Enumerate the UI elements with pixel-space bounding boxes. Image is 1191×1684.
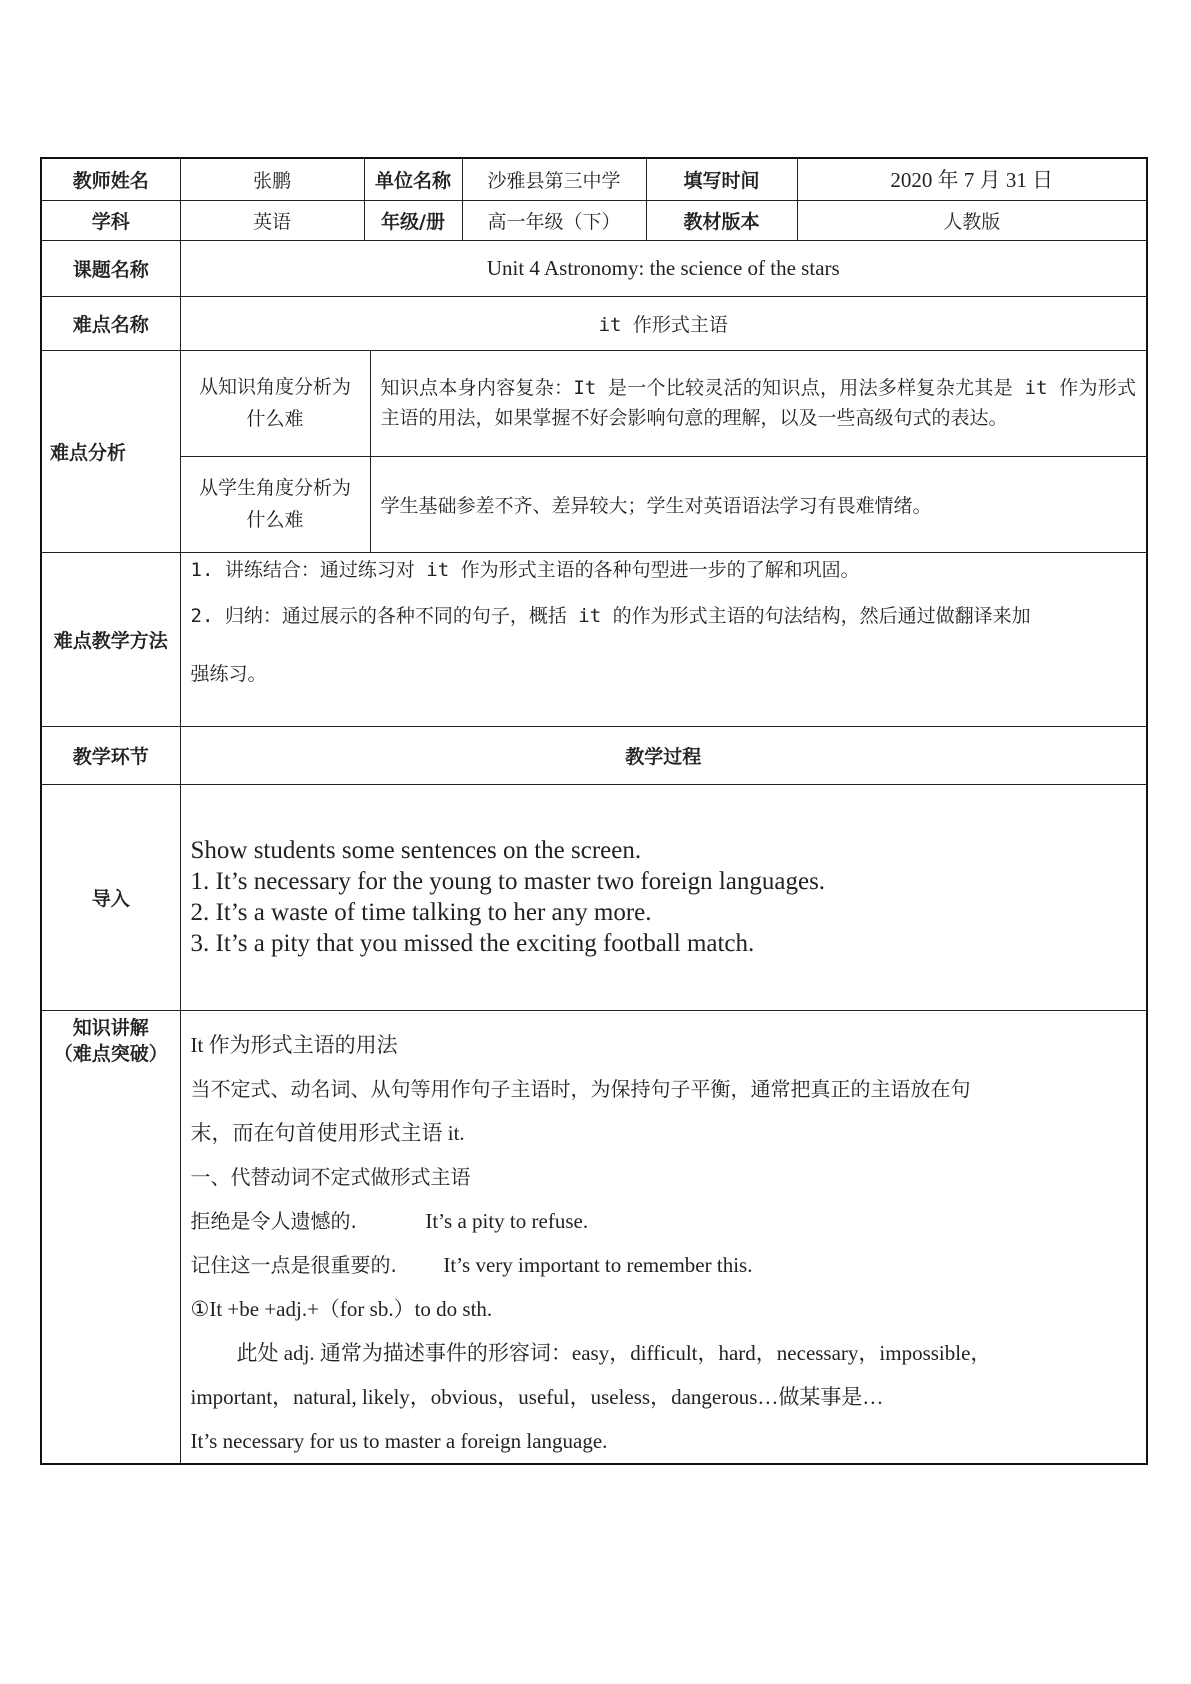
header-row-2 bbox=[41, 200, 1147, 240]
intro-label: 导入 bbox=[41, 784, 180, 1010]
fill-date-label: 填写时间 bbox=[646, 158, 797, 200]
textbook-label: 教材版本 bbox=[646, 200, 797, 240]
knowledge-label: 知识讲解 bbox=[72, 1016, 149, 1039]
method-content bbox=[180, 552, 1147, 726]
grade-value: 高一年级（下） bbox=[462, 200, 646, 240]
adjective-list-a: 此处 adj. 通常为描述事件的形容词：easy，difficult，hard，necessary，impossible， bbox=[236, 1340, 992, 1365]
difficulty-value: it 作形式主语 bbox=[180, 296, 1147, 350]
unit-name-value: 沙雅县第三中学 bbox=[462, 158, 646, 200]
grade-label: 年级/册 bbox=[364, 200, 462, 240]
method-row bbox=[41, 552, 1147, 726]
knowledge-angle-text: 知识点本身内容复杂：It 是一个比较灵活的知识点，用法多样复杂尤其是 it 作为形式主语的用法，如果掌握不好会影响句意的理解，以及一些高级句式的表达。 bbox=[370, 350, 1147, 456]
textbook-value: 人教版 bbox=[797, 200, 1147, 240]
subject-label: 学科 bbox=[41, 200, 180, 240]
topic-value: Unit 4 Astronomy: the science of the stars bbox=[180, 240, 1147, 296]
intro-line-1: 1. It’s necessary for the young to master two foreign languages. bbox=[190, 868, 826, 895]
knowledge-content bbox=[180, 1010, 1147, 1464]
stage-header: 教学环节 bbox=[41, 726, 180, 784]
pattern-1: ①It +be +adj.+（for sb.）to do sth. bbox=[190, 1296, 493, 1321]
example-2 bbox=[191, 1243, 1137, 1287]
difficulty-row bbox=[41, 296, 1147, 350]
example-2-chinese: 记住这一点是很重要的. bbox=[190, 1252, 397, 1277]
knowledge-sub-label: （难点突破） bbox=[53, 1042, 168, 1065]
knowledge-angle-label: 从知识角度分析为什么难 bbox=[180, 350, 370, 456]
teacher-name-value: 张鹏 bbox=[180, 158, 364, 200]
method-label: 难点教学方法 bbox=[41, 552, 180, 726]
fill-date-value: 2020 年 7 月 31 日 bbox=[797, 158, 1147, 200]
process-header: 教学过程 bbox=[180, 726, 1147, 784]
example-1 bbox=[191, 1199, 1137, 1243]
student-angle-label: 从学生角度分析为什么难 bbox=[180, 456, 370, 552]
knowledge-row bbox=[41, 1010, 1147, 1464]
knowledge-label-cell bbox=[41, 1010, 180, 1464]
student-angle-text: 学生基础参差不齐、差异较大；学生对英语语法学习有畏难情绪。 bbox=[370, 456, 1147, 552]
method-item-2-b: 强练习。 bbox=[190, 662, 267, 685]
topic-label: 课题名称 bbox=[41, 240, 180, 296]
header-row-1 bbox=[41, 158, 1147, 200]
difficulty-label: 难点名称 bbox=[41, 296, 180, 350]
knowledge-desc-a: 当不定式、动名词、从句等用作句子主语时，为保持句子平衡，通常把真正的主语放在句 bbox=[190, 1076, 971, 1101]
intro-line-0: Show students some sentences on the screen. bbox=[190, 837, 642, 864]
analysis-knowledge-row bbox=[41, 350, 1147, 456]
intro-content bbox=[180, 784, 1147, 1010]
unit-name-label: 单位名称 bbox=[364, 158, 462, 200]
topic-row bbox=[41, 240, 1147, 296]
knowledge-title: It 作为形式主语的用法 bbox=[190, 1032, 398, 1057]
intro-row bbox=[41, 784, 1147, 1010]
example-3: It’s necessary for us to master a foreign language. bbox=[190, 1428, 608, 1453]
analysis-student-row bbox=[41, 456, 1147, 552]
intro-line-3: 3. It’s a pity that you missed the exciting football match. bbox=[190, 930, 755, 957]
method-item-2-a: 2. 归纳：通过展示的各种不同的句子，概括 it 的作为形式主语的句法结构，然后通过做翻译来加 bbox=[190, 604, 1031, 627]
adjective-list-b: important，natural, likely，obvious，useful，useless，dangerous…做某事是… bbox=[190, 1384, 884, 1409]
teacher-name-label: 教师姓名 bbox=[41, 158, 180, 200]
section-1-heading: 一、代替动词不定式做形式主语 bbox=[190, 1164, 471, 1189]
lesson-plan-table bbox=[40, 157, 1148, 1465]
intro-line-2: 2. It’s a waste of time talking to her any more. bbox=[190, 899, 652, 926]
example-1-english: It’s a pity to refuse. bbox=[425, 1208, 589, 1233]
knowledge-desc-b: 末，而在句首使用形式主语 it. bbox=[190, 1120, 465, 1145]
analysis-label: 难点分析 bbox=[41, 350, 180, 552]
subject-value: 英语 bbox=[180, 200, 364, 240]
example-1-chinese: 拒绝是令人遗憾的. bbox=[190, 1208, 357, 1233]
process-header-row bbox=[41, 726, 1147, 784]
example-2-english: It’s very important to remember this. bbox=[443, 1252, 753, 1277]
lesson-plan-sheet bbox=[40, 157, 1146, 1465]
method-item-1: 1. 讲练结合：通过练习对 it 作为形式主语的各种句型进一步的了解和巩固。 bbox=[190, 558, 860, 581]
